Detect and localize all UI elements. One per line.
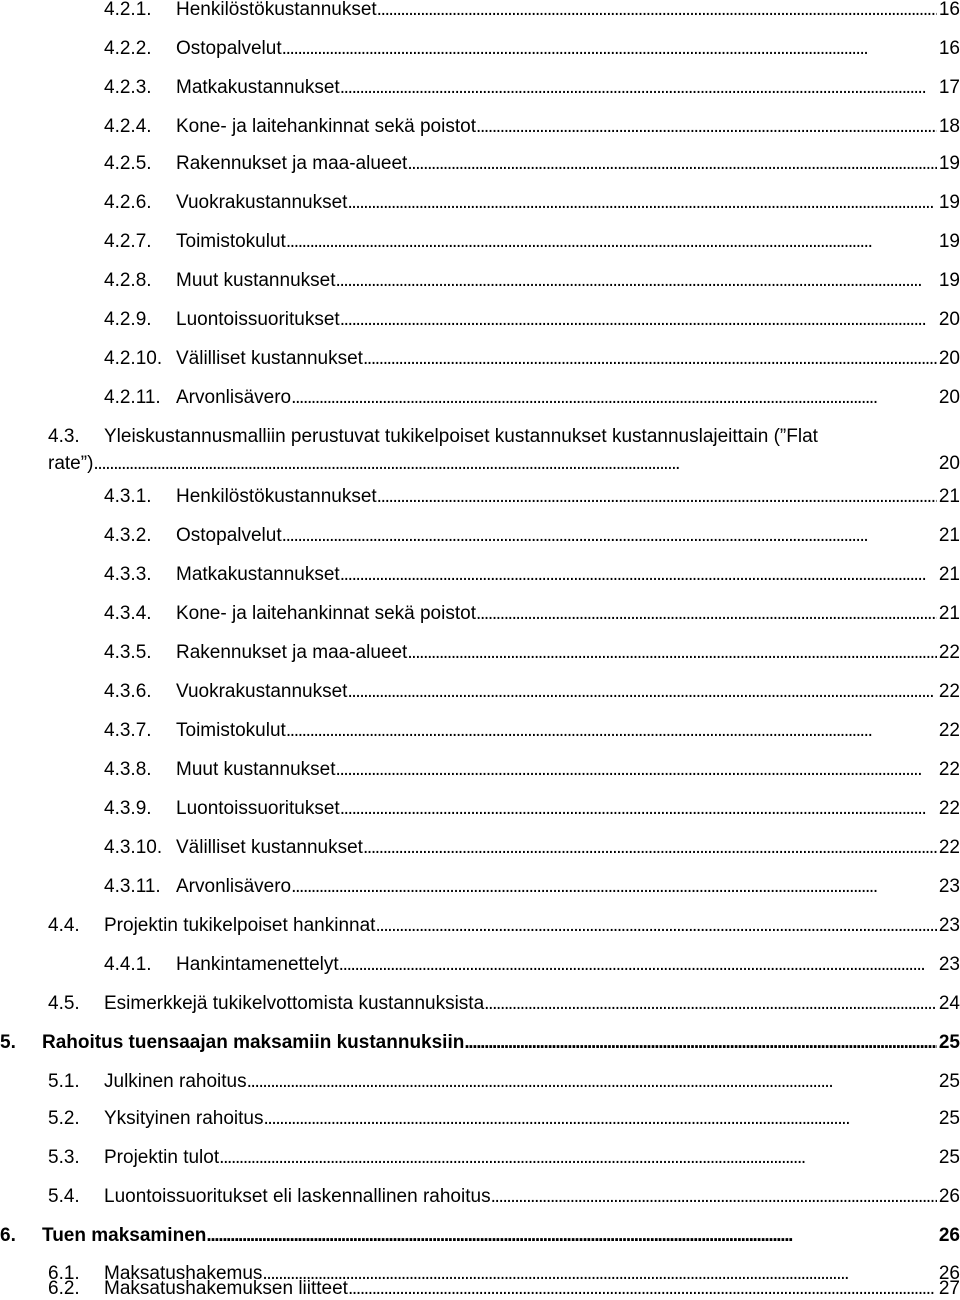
toc-entry-number: 4.3.10. bbox=[104, 837, 163, 858]
toc-entry-number: 4.2.7. bbox=[104, 231, 152, 252]
toc-entry-number: 4.4.1. bbox=[104, 954, 152, 975]
toc-entry-page: 21 bbox=[938, 564, 960, 585]
toc-dot-leader bbox=[291, 876, 937, 898]
toc-entry-title: Ostopalvelut bbox=[176, 525, 282, 546]
toc-entry-title: Toimistokulut bbox=[176, 720, 286, 741]
toc-entry-number: 4.2.4. bbox=[104, 116, 152, 137]
toc-entry-title: Muut kustannukset bbox=[176, 270, 336, 291]
toc-dot-leader bbox=[363, 348, 937, 370]
toc-entry-title: Rahoitus tuensaajan maksamiin kustannuksiin bbox=[42, 1032, 465, 1053]
toc-entry[interactable] bbox=[104, 720, 960, 742]
toc-entry-title: Välilliset kustannukset bbox=[176, 348, 363, 369]
toc-dot-leader bbox=[340, 309, 937, 331]
toc-entry[interactable] bbox=[104, 486, 960, 508]
toc-entry-number: 4.3.2. bbox=[104, 525, 152, 546]
toc-entry-number: 4.2.2. bbox=[104, 38, 152, 59]
toc-entry-number: 4.2.8. bbox=[104, 270, 152, 291]
toc-dot-leader bbox=[363, 837, 937, 859]
toc-entry-title: Rakennukset ja maa-alueet bbox=[176, 153, 408, 174]
toc-entry-page: 22 bbox=[938, 681, 960, 702]
toc-dot-leader bbox=[407, 153, 937, 175]
toc-entry-number: 4.3.3. bbox=[104, 564, 152, 585]
toc-entry-number: 5.3. bbox=[48, 1147, 80, 1168]
toc-entry-page: 23 bbox=[938, 915, 960, 936]
toc-entry-number: 5.1. bbox=[48, 1071, 80, 1092]
toc-entry[interactable] bbox=[104, 603, 960, 625]
toc-dot-leader bbox=[335, 759, 936, 781]
toc-entry-title: Luontoissuoritukset bbox=[176, 309, 340, 330]
toc-entry[interactable] bbox=[104, 192, 960, 214]
toc-entry-number: 4.2.1. bbox=[104, 0, 152, 20]
toc-entry-page: 19 bbox=[938, 153, 960, 174]
toc-dot-leader bbox=[491, 1186, 937, 1208]
toc-entry[interactable] bbox=[104, 954, 960, 976]
toc-entry-title: Projektin tulot bbox=[104, 1147, 220, 1168]
toc-entry[interactable] bbox=[104, 77, 960, 99]
toc-entry-title-continued: rate”) bbox=[48, 453, 94, 474]
toc-entry-number: 4.3.7. bbox=[104, 720, 152, 741]
toc-entry-title: Esimerkkejä tukikelvottomista kustannuksista bbox=[104, 993, 485, 1014]
toc-entry-number: 4.4. bbox=[48, 915, 80, 936]
toc-entry-title: Yleiskustannusmalliin perustuvat tukikelpoiset kustannukset kustannuslajeittain (”Flat bbox=[104, 426, 818, 447]
toc-entry[interactable] bbox=[48, 993, 960, 1015]
toc-entry-page: 25 bbox=[938, 1108, 960, 1129]
toc-dot-leader bbox=[375, 915, 936, 937]
toc-dot-leader bbox=[340, 77, 937, 99]
toc-entry-page: 16 bbox=[938, 0, 960, 20]
toc-entry[interactable] bbox=[104, 681, 960, 703]
toc-entry-title: Muut kustannukset bbox=[176, 759, 336, 780]
toc-entry-page: 23 bbox=[938, 954, 960, 975]
toc-entry[interactable] bbox=[48, 1147, 960, 1169]
toc-entry[interactable] bbox=[104, 38, 960, 60]
toc-entry-number: 4.2.3. bbox=[104, 77, 152, 98]
toc-entry-page: 20 bbox=[938, 387, 960, 408]
toc-entry[interactable] bbox=[104, 837, 960, 859]
toc-dot-leader bbox=[286, 720, 937, 742]
toc-entry-number: 4.3. bbox=[48, 426, 80, 447]
toc-entry-title: Tuen maksaminen bbox=[42, 1225, 207, 1246]
toc-entry-page: 18 bbox=[938, 116, 960, 137]
toc-dot-leader bbox=[219, 1147, 937, 1169]
toc-entry-number: 5.2. bbox=[48, 1108, 80, 1129]
toc-entry[interactable] bbox=[104, 642, 960, 664]
toc-entry-number: 4.3.8. bbox=[104, 759, 152, 780]
toc-entry-title: Matkakustannukset bbox=[176, 564, 340, 585]
toc-entry[interactable] bbox=[104, 231, 960, 253]
toc-entry[interactable] bbox=[0, 1032, 960, 1054]
toc-entry-title: Arvonlisävero bbox=[176, 876, 292, 897]
toc-entry-title: Kone- ja laitehankinnat sekä poistot bbox=[176, 603, 476, 624]
toc-entry[interactable] bbox=[104, 798, 960, 820]
toc-dot-leader bbox=[476, 116, 937, 138]
toc-dot-leader bbox=[377, 486, 937, 508]
toc-entry[interactable] bbox=[48, 1071, 960, 1093]
toc-entry-page: 22 bbox=[938, 759, 960, 780]
toc-entry[interactable] bbox=[104, 270, 960, 292]
toc-entry[interactable] bbox=[48, 1278, 960, 1300]
toc-dot-leader bbox=[348, 1278, 937, 1300]
toc-entry-page: 19 bbox=[938, 231, 960, 252]
toc-entry-number: 6.1. bbox=[48, 1263, 80, 1284]
toc-entry[interactable] bbox=[104, 564, 960, 586]
toc-dot-leader bbox=[282, 525, 937, 547]
toc-entry-number: 6.2. bbox=[48, 1278, 80, 1299]
toc-dot-leader bbox=[407, 642, 937, 664]
toc-entry-number: 6. bbox=[0, 1225, 16, 1246]
toc-entry-page: 21 bbox=[938, 486, 960, 507]
toc-dot-leader bbox=[282, 38, 937, 60]
toc-entry-number: 4.3.1. bbox=[104, 486, 152, 507]
toc-entry-title: Kone- ja laitehankinnat sekä poistot bbox=[176, 116, 476, 137]
toc-entry[interactable] bbox=[104, 348, 960, 370]
toc-entry-title: Luontoissuoritukset bbox=[176, 798, 340, 819]
toc-entry-title: Henkilöstökustannukset bbox=[176, 486, 377, 507]
toc-entry-number: 4.2.5. bbox=[104, 153, 152, 174]
toc-entry[interactable] bbox=[104, 876, 960, 898]
toc-entry-number: 5. bbox=[0, 1032, 16, 1053]
toc-entry-page: 22 bbox=[938, 837, 960, 858]
toc-entry[interactable] bbox=[104, 0, 960, 21]
toc-entry-number: 4.3.4. bbox=[104, 603, 152, 624]
toc-entry-page: 26 bbox=[938, 1186, 960, 1207]
toc-dot-leader bbox=[263, 1108, 936, 1130]
toc-dot-leader bbox=[377, 0, 937, 21]
toc-entry-title: Luontoissuoritukset eli laskennallinen rahoitus bbox=[104, 1186, 491, 1207]
toc-entry-title: Matkakustannukset bbox=[176, 77, 340, 98]
toc-entry-page: 21 bbox=[938, 603, 960, 624]
toc-entry[interactable] bbox=[0, 1225, 960, 1247]
toc-entry-title: Vuokrakustannukset bbox=[176, 192, 348, 213]
toc-entry-number: 4.2.6. bbox=[104, 192, 152, 213]
toc-entry-title: Rakennukset ja maa-alueet bbox=[176, 642, 408, 663]
toc-entry-title: Projektin tukikelpoiset hankinnat bbox=[104, 915, 376, 936]
toc-entry-number: 4.3.9. bbox=[104, 798, 152, 819]
toc-entry-number: 4.5. bbox=[48, 993, 80, 1014]
toc-entry-title: Hankintamenettelyt bbox=[176, 954, 339, 975]
toc-dot-leader bbox=[286, 231, 937, 253]
toc-entry-title: Henkilöstökustannukset bbox=[176, 0, 377, 20]
toc-dot-leader bbox=[476, 603, 937, 625]
toc-entry-title: Vuokrakustannukset bbox=[176, 681, 348, 702]
toc-entry-number: 4.2.11. bbox=[104, 387, 161, 408]
toc-dot-leader bbox=[335, 270, 936, 292]
toc-dot-leader bbox=[464, 1032, 937, 1054]
toc-entry-page: 26 bbox=[938, 1225, 960, 1246]
toc-entry-page: 17 bbox=[938, 77, 960, 98]
toc-entry-page: 16 bbox=[938, 38, 960, 59]
toc-entry-page: 19 bbox=[938, 270, 960, 291]
toc-entry[interactable] bbox=[104, 309, 960, 331]
toc-dot-leader bbox=[247, 1071, 937, 1093]
toc-dot-leader bbox=[291, 387, 937, 409]
toc-entry[interactable] bbox=[48, 1186, 960, 1208]
toc-entry-title: Julkinen rahoitus bbox=[104, 1071, 247, 1092]
toc-entry-page: 22 bbox=[938, 642, 960, 663]
toc-dot-leader bbox=[340, 564, 937, 586]
toc-entry[interactable] bbox=[104, 759, 960, 781]
toc-entry[interactable] bbox=[104, 153, 960, 175]
toc-entry-page: 22 bbox=[938, 720, 960, 741]
toc-entry[interactable] bbox=[104, 387, 960, 409]
toc-dot-leader bbox=[206, 1225, 936, 1247]
toc-entry-number: 5.4. bbox=[48, 1186, 80, 1207]
toc-entry-page: 20 bbox=[938, 453, 960, 474]
toc-dot-leader bbox=[347, 681, 936, 703]
toc-entry-number: 4.3.11. bbox=[104, 876, 161, 897]
toc-entry-title: Maksatushakemus bbox=[104, 1263, 263, 1284]
toc-entry-title: Arvonlisävero bbox=[176, 387, 292, 408]
toc-entry-title: Ostopalvelut bbox=[176, 38, 282, 59]
toc-entry[interactable] bbox=[48, 915, 960, 937]
toc-entry-page: 25 bbox=[938, 1071, 960, 1092]
toc-entry-page: 20 bbox=[938, 348, 960, 369]
toc-entry-page: 24 bbox=[938, 993, 960, 1014]
toc-entry-title: Yksityinen rahoitus bbox=[104, 1108, 264, 1129]
toc-entry-title: Välilliset kustannukset bbox=[176, 837, 363, 858]
toc-entry-page: 21 bbox=[938, 525, 960, 546]
toc-dot-leader bbox=[484, 993, 937, 1015]
toc-entry-number: 4.3.6. bbox=[104, 681, 152, 702]
toc-entry[interactable] bbox=[48, 1108, 960, 1130]
toc-entry-page: 20 bbox=[938, 309, 960, 330]
toc-dot-leader bbox=[93, 453, 936, 475]
toc-entry[interactable] bbox=[104, 525, 960, 547]
toc-entry-title: Toimistokulut bbox=[176, 231, 286, 252]
toc-entry-page: 19 bbox=[938, 192, 960, 213]
toc-entry-title: Maksatushakemuksen liitteet bbox=[104, 1278, 348, 1299]
toc-entry-page: 25 bbox=[938, 1032, 960, 1053]
toc-dot-leader bbox=[347, 192, 936, 214]
toc-entry-number: 4.2.10. bbox=[104, 348, 163, 369]
toc-dot-leader bbox=[339, 954, 937, 976]
toc-dot-leader bbox=[340, 798, 937, 820]
toc-entry[interactable] bbox=[104, 116, 960, 138]
toc-entry-page: 23 bbox=[938, 876, 960, 897]
toc-entry[interactable] bbox=[48, 426, 960, 475]
toc-entry-number: 4.2.9. bbox=[104, 309, 152, 330]
toc-entry-number: 4.3.5. bbox=[104, 642, 152, 663]
toc-entry-page: 26 bbox=[938, 1263, 960, 1284]
toc-entry-page: 22 bbox=[938, 798, 960, 819]
toc-entry-page: 27 bbox=[938, 1278, 960, 1299]
toc-entry-page: 25 bbox=[938, 1147, 960, 1168]
